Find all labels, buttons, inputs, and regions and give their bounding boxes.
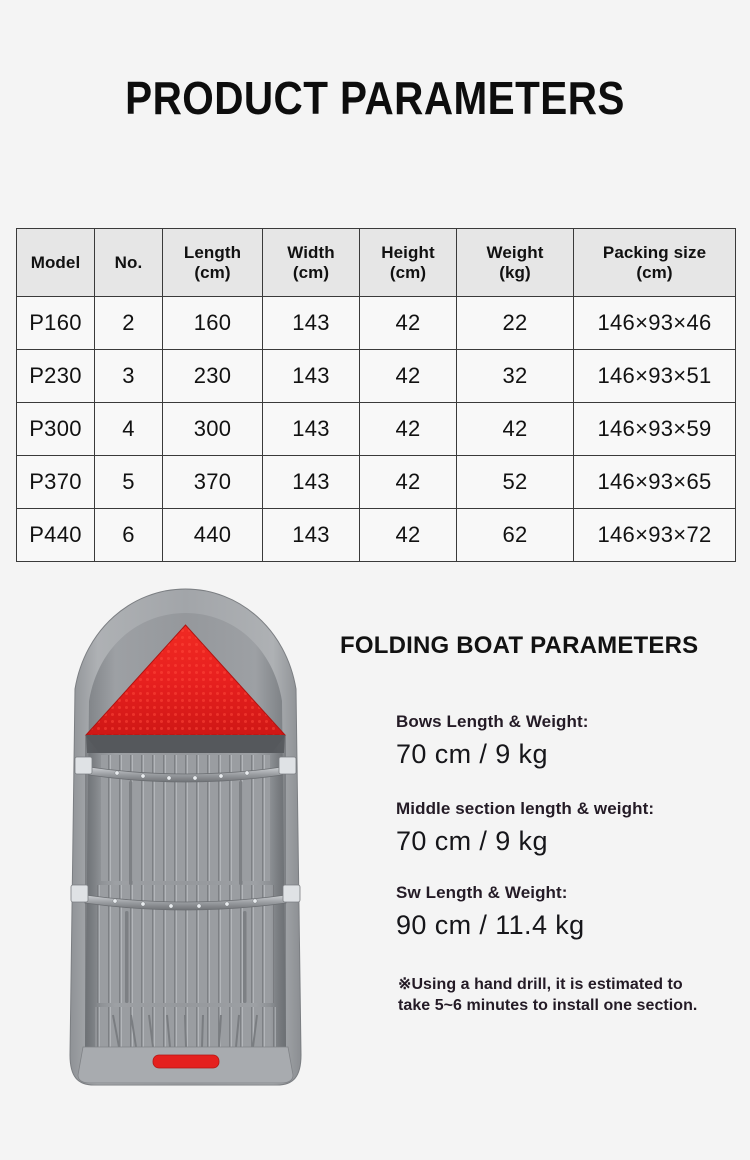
column-header-packing-size-unit: (cm) [636,262,673,282]
column-header-model-label: Model [30,252,81,272]
column-header-height [360,229,457,297]
cell-weight: 62 [457,509,574,562]
column-header-weight [457,229,574,297]
spec-label-stern: Sw Length & Weight: [396,883,568,902]
spec-item-stern [396,882,740,944]
column-header-length-label: Length [183,242,242,262]
column-header-packing-size [574,229,736,297]
table-row [17,297,736,350]
cell-width: 143 [263,509,360,562]
seam-rod-left-upper [129,781,133,885]
column-header-height-label: Height [381,242,435,262]
cell-packing: 146×93×65 [574,456,736,509]
folding-boat-section [0,575,750,1115]
cell-height: 42 [360,297,457,350]
cell-model: P370 [17,456,95,509]
cell-width: 143 [263,403,360,456]
cell-length: 160 [163,297,263,350]
cell-width: 143 [263,350,360,403]
table-row [17,403,736,456]
column-header-model [17,229,95,297]
cell-width: 143 [263,297,360,350]
cell-model: P440 [17,509,95,562]
cell-weight: 42 [457,403,574,456]
bow-shadow-band [86,735,285,753]
cell-no: 3 [95,350,163,403]
column-header-packing-size-label: Packing size [602,242,707,262]
folding-boat-illustration [53,585,318,1090]
cell-length: 300 [163,403,263,456]
column-header-width-label: Width [287,242,335,262]
seam-rod-right-lower [243,911,247,1003]
table-row [17,350,736,403]
cell-weight: 22 [457,297,574,350]
parameter-table [16,228,736,562]
boat-specs-panel [336,632,740,1016]
spec-item-middle-section [396,798,740,860]
cell-height: 42 [360,509,457,562]
installation-note: ※Using a hand drill, it is estimated to take 5~6 minutes to install one section. [398,976,698,1014]
cell-width: 143 [263,456,360,509]
spec-value-bows: 70 cm / 9 kg [396,739,548,769]
spec-label-bows: Bows Length & Weight: [396,712,589,731]
table-row [17,509,736,562]
column-header-height-unit: (cm) [389,262,427,282]
cell-no: 2 [95,297,163,350]
spec-value-middle-section: 70 cm / 9 kg [396,826,548,856]
table-header-row [17,229,736,297]
column-header-length [163,229,263,297]
column-header-width [263,229,360,297]
cell-length: 370 [163,456,263,509]
spec-value-stern: 90 cm / 11.4 kg [396,910,585,940]
cell-height: 42 [360,456,457,509]
cell-weight: 52 [457,456,574,509]
column-header-weight-unit: (kg) [499,262,531,282]
spec-item-bows [396,711,740,773]
cell-no: 5 [95,456,163,509]
cell-packing: 146×93×51 [574,350,736,403]
spec-label-middle-section: Middle section length & weight: [396,799,655,818]
seam-rod-left-lower [125,911,129,1003]
cell-packing: 146×93×72 [574,509,736,562]
cell-length: 230 [163,350,263,403]
cell-height: 42 [360,403,457,456]
cell-no: 6 [95,509,163,562]
column-header-no-label: No. [114,252,143,272]
boat-product-image [53,585,318,1090]
cell-height: 42 [360,350,457,403]
cell-model: P300 [17,403,95,456]
cell-no: 4 [95,403,163,456]
stern-handle [153,1055,219,1068]
table-row [17,456,736,509]
page-title: PRODUCT PARAMETERS [125,72,625,124]
column-header-width-unit: (cm) [292,262,330,282]
column-header-length-unit: (cm) [194,262,231,282]
column-header-weight-label: Weight [486,242,544,262]
parameter-table-container [16,228,735,562]
cell-packing: 146×93×59 [574,403,736,456]
cell-model: P230 [17,350,95,403]
specs-heading: FOLDING BOAT PARAMETERS [340,632,699,659]
column-header-no [95,229,163,297]
cell-weight: 32 [457,350,574,403]
seam-rod-right-upper [239,781,243,885]
cell-packing: 146×93×46 [574,297,736,350]
cell-model: P160 [17,297,95,350]
cell-length: 440 [163,509,263,562]
